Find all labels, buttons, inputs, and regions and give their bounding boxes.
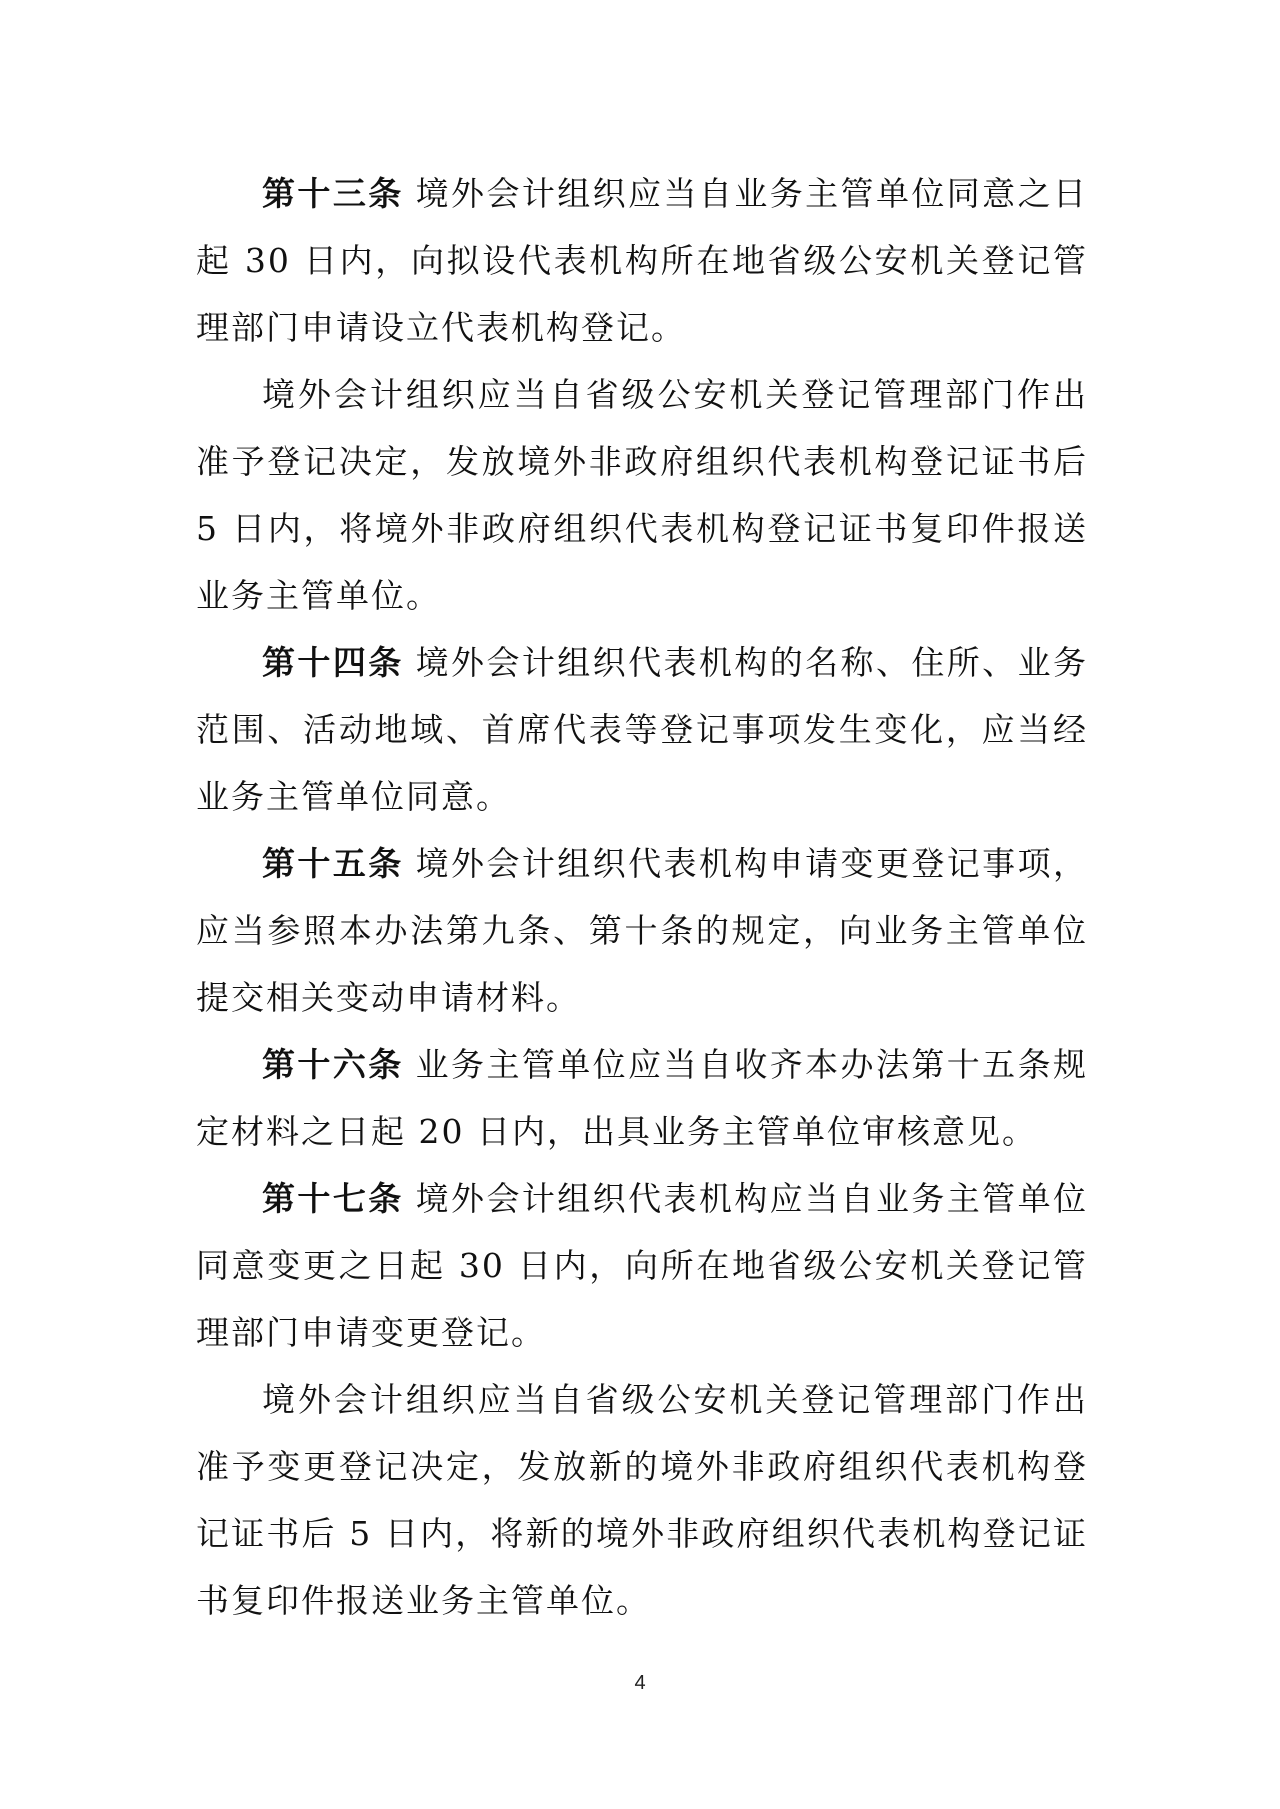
paragraph-article-16: [196, 1031, 1088, 1165]
page-number: 4: [634, 1672, 646, 1694]
paragraph-article-17-continued: [196, 1366, 1088, 1634]
paragraph-text: 境外会计组织代表机构的名称、住所、业务范围、活动地域、首席代表等登记事项发生变化，应当经业务主管单位同意。: [196, 643, 1089, 816]
paragraph-text: 境外会计组织代表机构申请变更登记事项，应当参照本办法第九条、第十条的规定，向业务主管单位提交相关变动申请材料。: [196, 844, 1089, 1017]
paragraph-article-13: [196, 160, 1088, 361]
paragraph-article-15: [196, 830, 1088, 1031]
article-number: 第十六条: [262, 1045, 404, 1084]
paragraph-article-13-continued: [196, 361, 1088, 629]
body-text: [196, 160, 1088, 1634]
paragraph-text: 境外会计组织应当自省级公安机关登记管理部门作出准予变更登记决定，发放新的境外非政府组织代表机构登记证书后 5 日内，将新的境外非政府组织代表机构登记证书复印件报送业务主管单位。: [196, 1380, 1088, 1620]
paragraph-text: 境外会计组织应当自业务主管单位同意之日起 30 日内，向拟设代表机构所在地省级公安机关登记管理部门申请设立代表机构登记。: [196, 174, 1089, 347]
article-number: 第十七条: [262, 1179, 404, 1218]
article-number: 第十四条: [262, 643, 404, 682]
article-number: 第十五条: [262, 844, 404, 883]
paragraph-text: 业务主管单位应当自收齐本办法第十五条规定材料之日起 20 日内，出具业务主管单位审核意见。: [196, 1045, 1089, 1151]
paragraph-text: 境外会计组织代表机构应当自业务主管单位同意变更之日起 30 日内，向所在地省级公安机关登记管理部门申请变更登记。: [196, 1179, 1089, 1352]
paragraph-text: 境外会计组织应当自省级公安机关登记管理部门作出准予登记决定，发放境外非政府组织代表机构登记证书后 5 日内，将境外非政府组织代表机构登记证书复印件报送业务主管单位。: [196, 375, 1088, 615]
paragraph-article-17: [196, 1165, 1088, 1366]
article-number: 第十三条: [262, 174, 404, 213]
paragraph-article-14: [196, 629, 1088, 830]
